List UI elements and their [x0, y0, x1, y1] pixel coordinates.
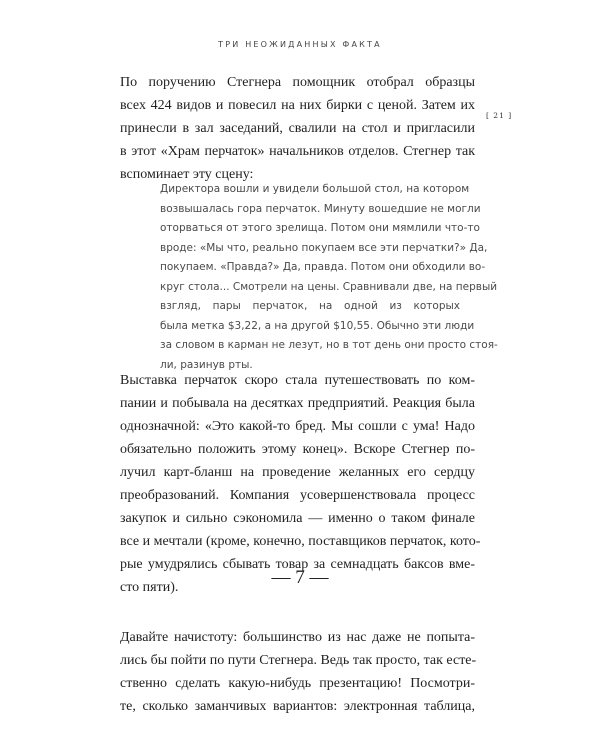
- text-line: лись бы пойти по пути Стегнера. Ведь так просто, так есте-: [120, 653, 477, 668]
- text-line: ственно сделать какую-нибудь презентацию! Посмотри-: [120, 676, 475, 691]
- text-line: все и мечтали (кроме, конечно, поставщиков перчаток, кото-: [120, 534, 481, 549]
- text-line: вспоминает эту сцену:: [120, 167, 254, 182]
- text-line: закупок и сильно сэкономила — именно о таком финале: [120, 511, 475, 526]
- running-head: ТРИ НЕОЖИДАННЫХ ФАКТА: [218, 40, 382, 49]
- section-number: — 7 —: [271, 567, 329, 588]
- paragraph-1: [120, 71, 475, 186]
- text-line: всех 424 видов и повесил на них бирки с ценой. Затем их: [120, 98, 475, 113]
- text-line: сто пяти).: [120, 580, 179, 595]
- block-quote: [160, 180, 498, 375]
- paragraph-3: [120, 626, 475, 718]
- text-line: лучил карт-бланш на проведение желанных его сердцу: [120, 465, 475, 480]
- quote-line: взгляд, пары перчаток, на одной из которых: [160, 300, 460, 312]
- text-line: обязательно положить этому конец». Вскоре Стегнер по-: [120, 442, 475, 457]
- text-line: Выставка перчаток скоро стала путешествовать по ком-: [120, 373, 475, 388]
- text-line: По поручению Стегнера помощник отобрал образцы: [120, 75, 475, 90]
- quote-line: Директора вошли и увидели большой стол, на котором: [160, 183, 470, 195]
- text-line: те, сколько заманчивых вариантов: электронная таблица,: [120, 699, 475, 714]
- quote-line: за словом в карман не лезут, но в тот день они просто стоя-: [160, 339, 498, 351]
- quote-line: возвышалась гора перчаток. Минуту вошедшие не могли: [160, 202, 481, 215]
- page-number: [ 21 ]: [486, 111, 513, 120]
- text-line: пании и побывала на десятках предприятий. Реакция была: [120, 396, 475, 411]
- quote-line: круг стола... Смотрели на цены. Сравнивали две, на первый: [160, 280, 498, 293]
- text-line: преобразований. Компания усовершенствовала процесс: [120, 488, 475, 503]
- text-line: Давайте начистоту: большинство из нас даже не попыта-: [120, 630, 475, 645]
- text-line: в этот «Храм перчаток» начальников отделов. Стегнер так: [120, 144, 475, 159]
- quote-line: была метка $3,22, а на другой $10,55. Обычно эти люди: [160, 319, 475, 332]
- quote-line: оторваться от этого зрелища. Потом они мямлили что-то: [160, 222, 480, 234]
- text-line: рые умудрялись сбывать товар за семнадцать баксов вме-: [120, 557, 475, 572]
- text-line: однозначной: «Это какой-то бред. Мы сошли с ума! Надо: [120, 419, 475, 434]
- text-line: принесли в зал заседаний, свалили на стол и пригласили: [120, 121, 475, 136]
- quote-line: покупаем. «Правда?» Да, правда. Потом они обходили во-: [160, 261, 486, 273]
- quote-line: вроде: «Мы что, реально покупаем все эти перчатки?» Да,: [160, 241, 488, 254]
- quote-line: ли, разинув рты.: [160, 358, 253, 371]
- paragraph-2: [120, 369, 481, 599]
